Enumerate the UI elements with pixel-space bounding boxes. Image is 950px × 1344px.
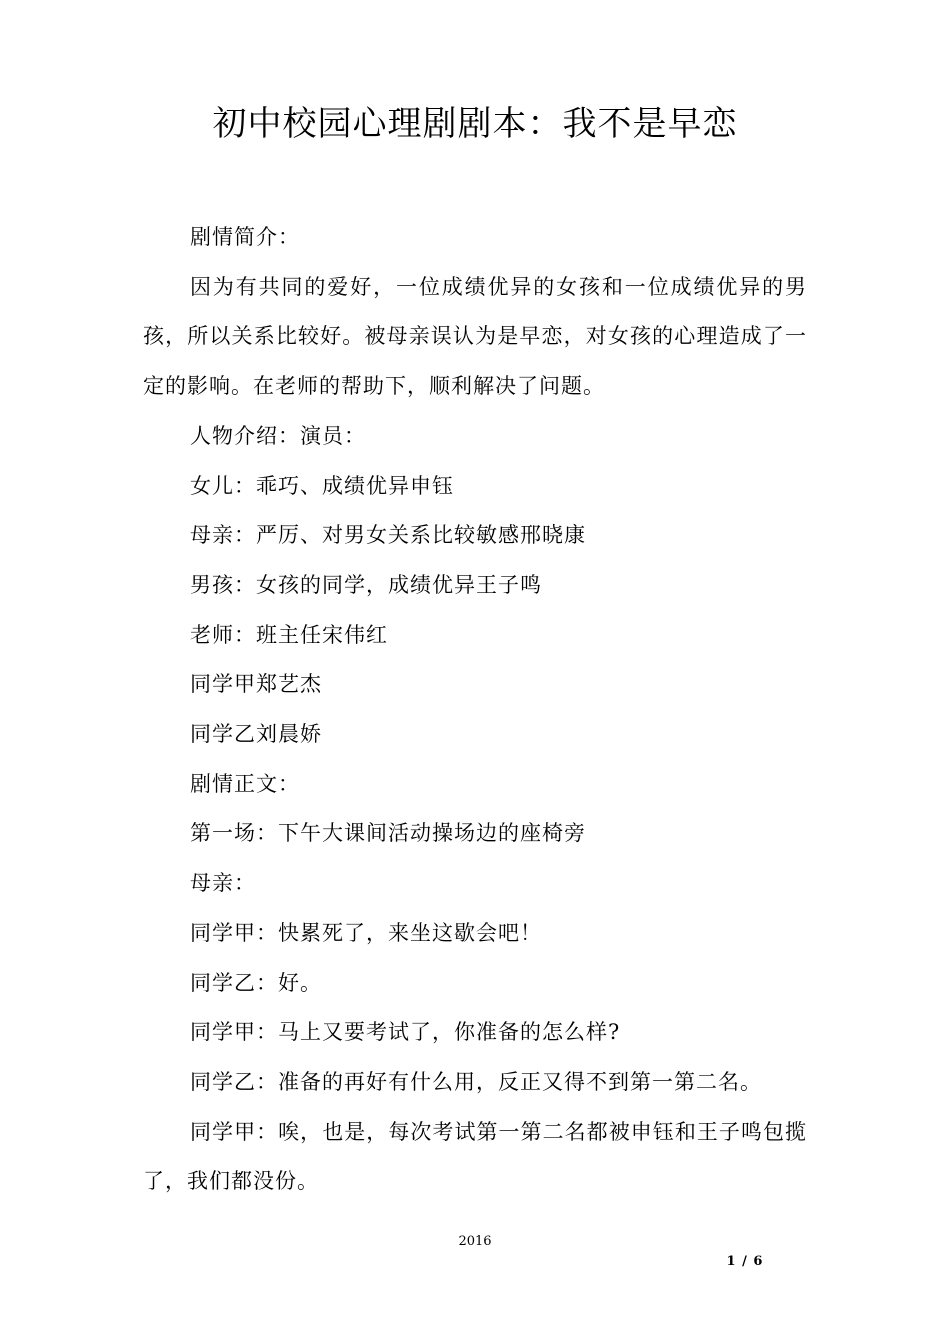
paragraph: 同学乙：准备的再好有什么用，反正又得不到第一第二名。 xyxy=(190,1069,762,1094)
paragraph: 剧情简介： xyxy=(190,225,300,249)
paragraph: 母亲：严厉、对男女关系比较敏感邢晓康 xyxy=(190,523,586,548)
page-number: 1 / 6 xyxy=(726,1254,764,1269)
paragraph: 因为有共同的爱好，一位成绩优异的女孩和一位成绩优异的男孩，所以关系比较好。被母亲误认为是早恋，对女孩的心理造成了一定的影响。在老师的帮助下，顺利解决了问题。 xyxy=(143,274,807,399)
document-title: 初中校园心理剧剧本：我不是早恋 xyxy=(212,104,738,144)
footer-year: 2016 xyxy=(458,1234,492,1249)
paragraph: 同学甲：唉，也是，每次考试第一第二名都被申钰和王子鸣包揽了，我们都没份。 xyxy=(143,1119,807,1194)
paragraph: 人物介绍：演员： xyxy=(190,423,366,448)
paragraph: 同学甲：快累死了，来坐这歇会吧！ xyxy=(190,920,542,945)
paragraph: 同学甲郑艺杰 xyxy=(190,672,322,697)
paragraph: 男孩：女孩的同学，成绩优异王子鸣 xyxy=(190,572,542,597)
paragraph: 同学乙刘晨娇 xyxy=(190,722,322,747)
paragraph: 同学乙：好。 xyxy=(190,970,322,995)
paragraph: 老师：班主任宋伟红 xyxy=(190,622,388,647)
document-body xyxy=(143,213,807,1207)
paragraph: 剧情正文： xyxy=(190,771,300,796)
paragraph: 同学甲：马上又要考试了，你准备的怎么样? xyxy=(190,1020,621,1045)
paragraph: 女儿：乖巧、成绩优异申钰 xyxy=(190,473,454,498)
paragraph: 第一场：下午大课间活动操场边的座椅旁 xyxy=(190,821,586,846)
paragraph: 母亲： xyxy=(190,871,256,896)
